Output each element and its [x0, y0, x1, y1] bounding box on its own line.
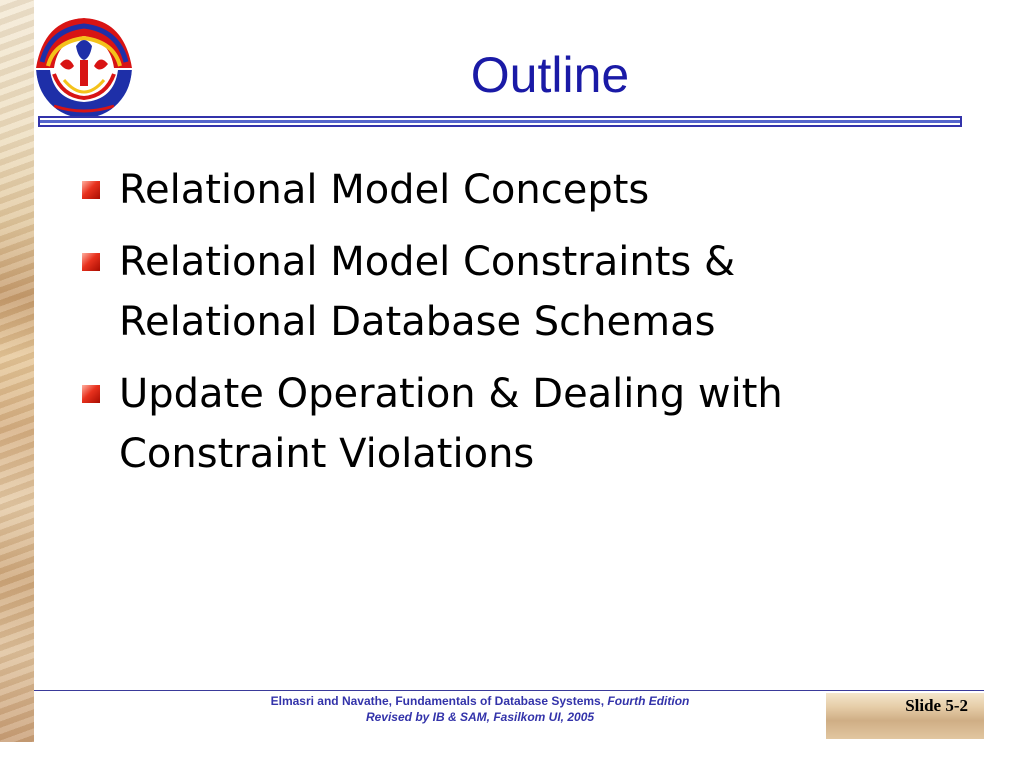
square-bullet-icon [82, 385, 100, 403]
bullet-text: Update Operation & Dealing with Constraint Violations [119, 371, 783, 477]
citation-edition: Fourth Edition [607, 694, 690, 708]
citation-main: Elmasri and Navathe, Fundamentals of Database Systems, [270, 694, 608, 708]
bullet-text: Relational Model Constraints & Relational Database Schemas [119, 239, 736, 345]
citation-revision: Revised by IB & SAM, Fasilkom UI, 2005 [365, 710, 595, 724]
bullet-item [82, 160, 862, 220]
decorative-side-strip [0, 0, 34, 742]
slide-title: Outline [470, 47, 630, 103]
slide-number-box [826, 693, 984, 739]
footer-citation [230, 693, 730, 725]
bullet-list [82, 160, 862, 496]
footer-divider [34, 690, 984, 691]
square-bullet-icon [82, 181, 100, 199]
bullet-text: Relational Model Concepts [119, 167, 650, 213]
university-emblem-logo [34, 16, 134, 120]
title-divider [38, 116, 962, 128]
bullet-item [82, 232, 862, 352]
bullet-item [82, 364, 862, 484]
slide-number: Slide 5-2 [905, 696, 968, 715]
square-bullet-icon [82, 253, 100, 271]
